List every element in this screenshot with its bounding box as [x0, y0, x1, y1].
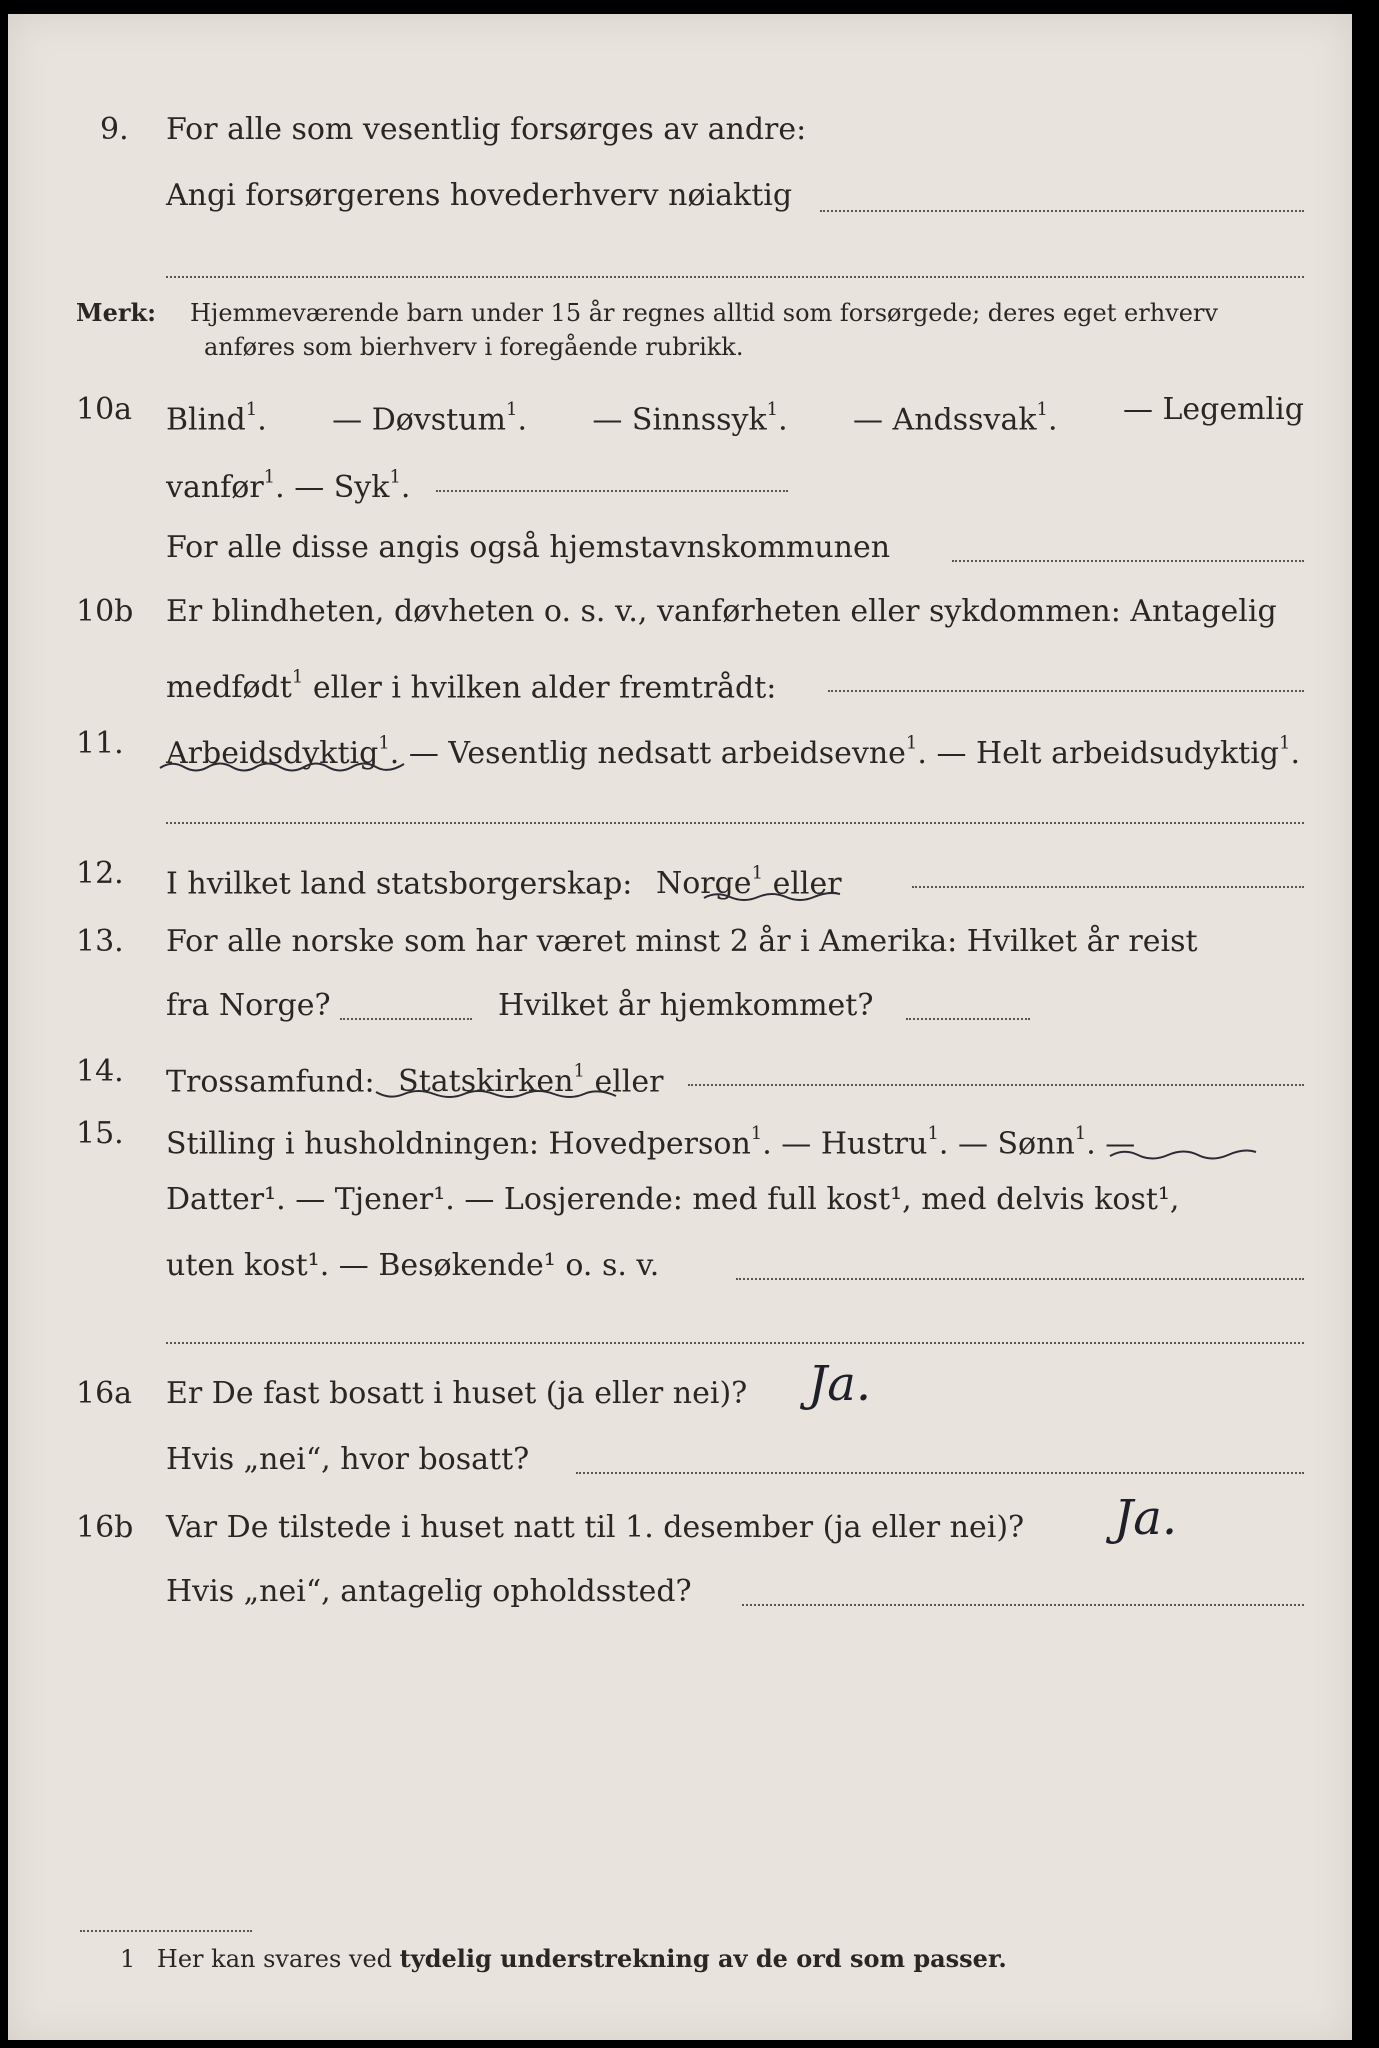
q16a-handwritten-answer[interactable]: Ja. [808, 1356, 872, 1412]
q16b-number: 16b [76, 1510, 134, 1545]
q10a-answer-line1[interactable] [436, 490, 788, 492]
option-vanfor[interactable]: vanfør$^1$. [166, 467, 285, 506]
q10b-line2 [166, 660, 776, 706]
q16a-line2: Hvis „nei“, hvor bosatt? [166, 1442, 530, 1477]
q15-answer-line2[interactable] [166, 1342, 1304, 1344]
option-norge[interactable]: Norge$^1$ [655, 863, 764, 902]
q10a-number: 10a [76, 392, 133, 427]
q16b-answer-line[interactable] [742, 1604, 1304, 1606]
option-andssvak[interactable]: — Andssvak$^1$. [853, 399, 1058, 438]
option-nedsatt[interactable]: — Vesentlig nedsatt arbeidsevne$^1$. [408, 733, 927, 772]
q10b-number: 10b [76, 594, 134, 629]
q9-answer-line1[interactable] [820, 210, 1304, 212]
q10b-line1: Er blindheten, døvheten o. s. v., vanførheten eller sykdommen: Antagelig [166, 594, 1277, 629]
q14-question: Trossamfund: [166, 1064, 375, 1100]
q14-line [166, 1054, 664, 1100]
q9-line2: Angi forsørgerens hovederhverv nøiaktig [166, 178, 793, 213]
q11-number: 11. [76, 726, 124, 761]
q10a-answer-line2[interactable] [952, 560, 1304, 562]
option-dovstum[interactable]: — Døvstum$^1$. [332, 399, 527, 438]
q15-line3: uten kost¹. — Besøkende¹ o. s. v. [166, 1248, 660, 1283]
merk-line1: Hjemmeværende barn under 15 år regnes alltid som forsørgede; deres eget erhverv [190, 299, 1218, 327]
footnote [120, 1944, 1007, 1974]
q13-line1: For alle norske som har været minst 2 år i Amerika: Hvilket år reist [166, 924, 1198, 959]
q12-line [166, 856, 842, 902]
option-hovedperson[interactable]: Stilling i husholdningen: Hovedperson [166, 1126, 751, 1162]
census-form-page [8, 14, 1352, 2040]
q15-line2: Datter¹. — Tjener¹. — Losjerende: med full kost¹, med delvis kost¹, [166, 1182, 1180, 1217]
q16a-line1: Er De fast bosatt i huset (ja eller nei)? [166, 1376, 748, 1411]
q16b-handwritten-answer[interactable]: Ja. [1114, 1490, 1178, 1546]
q14-number: 14. [76, 1054, 124, 1089]
q15-number: 15. [76, 1116, 124, 1151]
option-medfodt[interactable]: medfødt$^1$ [166, 667, 304, 706]
q10b-line2-text: eller i hvilken alder fremtrådt: [312, 670, 777, 706]
q16b-line2: Hvis „nei“, antagelig opholdssted? [166, 1574, 692, 1609]
q11-answer-line[interactable] [166, 822, 1304, 824]
q10a-line3: For alle disse angis også hjemstavnskommunen [166, 530, 891, 565]
footnote-mark: 1 [120, 1945, 136, 1973]
q14-tail: eller [594, 1064, 664, 1100]
q16a-answer-line[interactable] [576, 1472, 1304, 1474]
option-statskirken[interactable]: Statskirken$^1$ [398, 1061, 585, 1100]
q13-year-returned-line[interactable] [906, 1018, 1030, 1020]
q13-year-left-line[interactable] [340, 1018, 472, 1020]
q10a-line2 [166, 460, 410, 506]
q13-line2-a: fra Norge? [166, 988, 331, 1023]
q16b-line1: Var De tilstede i huset natt til 1. desember (ja eller nei)? [166, 1510, 1025, 1545]
q10b-answer-line[interactable] [828, 690, 1304, 692]
q13-line2-b: Hvilket år hjemkommet? [498, 988, 874, 1023]
q9-answer-line2[interactable] [166, 276, 1304, 278]
option-sonn[interactable]: — Sønn [957, 1126, 1075, 1162]
q12-answer-line[interactable] [912, 886, 1304, 888]
option-sinnssyk[interactable]: — Sinnssyk$^1$. [592, 399, 788, 438]
footnote-rule [80, 1930, 252, 1932]
option-blind[interactable]: Blind$^1$. [166, 399, 267, 438]
option-legemlig[interactable]: — Legemlig [1122, 392, 1304, 427]
q10a-line1 [166, 392, 1304, 438]
q11-line1 [166, 726, 1300, 772]
q15-answer-line1[interactable] [736, 1278, 1304, 1280]
dash: — [1105, 1126, 1136, 1162]
merk-label: Merk: [76, 298, 156, 327]
q12-number: 12. [76, 856, 124, 891]
q16a-number: 16a [76, 1376, 133, 1411]
option-hustru[interactable]: — Hustru [781, 1126, 928, 1162]
option-syk[interactable]: — Syk$^1$. [294, 467, 411, 506]
footnote-text-b: tydelig understrekning av de ord som passer. [399, 1944, 1007, 1973]
option-arbeidsdyktig[interactable]: Arbeidsdyktig$^1$. [166, 733, 400, 772]
q12-question: I hvilket land statsborgerskap: [166, 866, 633, 902]
merk-line2: anføres som bierhverv i foregående rubrikk. [204, 333, 744, 361]
q9-number: 9. [100, 112, 129, 147]
option-udyktig[interactable]: — Helt arbeidsudyktig$^1$. [936, 733, 1300, 772]
q14-answer-line[interactable] [688, 1084, 1304, 1086]
q9-line1: For alle som vesentlig forsørges av andre: [166, 112, 807, 147]
q13-number: 13. [76, 924, 124, 959]
q12-tail: eller [772, 866, 842, 902]
q15-line1: Stilling i husholdningen: Hovedperson$^1$. — Hustru$^1$. — Sønn$^1$. — [166, 1123, 1136, 1162]
footnote-text-a: Her kan svares ved [156, 1945, 400, 1973]
